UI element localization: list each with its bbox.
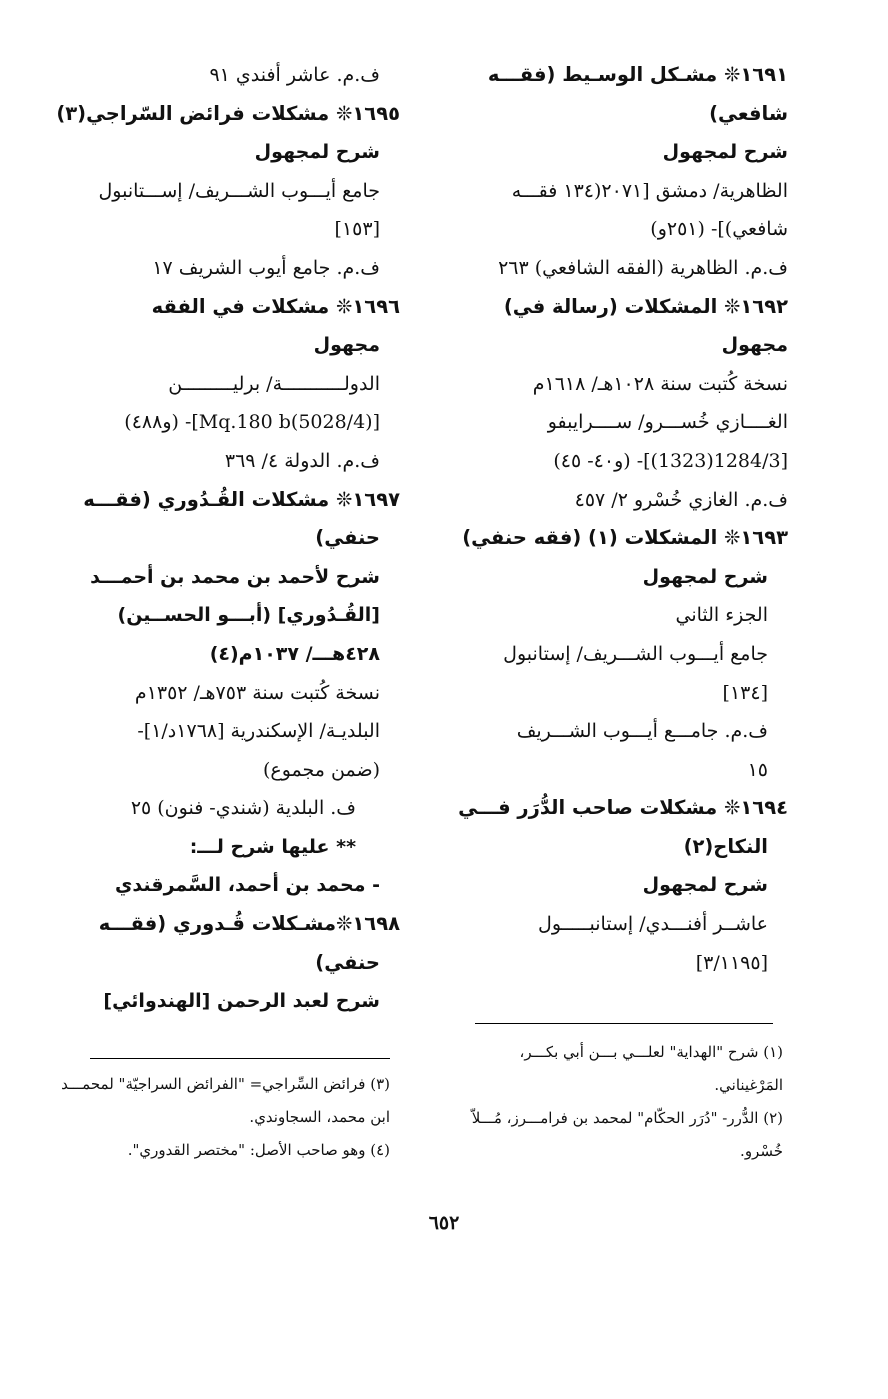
entry-line: ف.م. عاشر أفندي ٩١ <box>209 64 380 86</box>
right-column <box>446 56 788 982</box>
entry-line: الجزء الثاني <box>675 604 768 627</box>
entry-line: [القُـدُوري] (أبـــو الحســين) <box>117 604 380 627</box>
entry-line: (ضمن مجموع) <box>262 758 380 781</box>
entry-heading: ١٦٩٥❊ مشكلات فرائض السّراجي(٣) <box>56 101 400 125</box>
entry-line: شرح لمجهول <box>254 141 380 164</box>
entry-line: شرح لأحمد بن محمد بن أحمـــد <box>90 565 380 588</box>
entry-heading: ١٦٩١❊ مشـكل الوسـيط (فقـــه <box>487 63 788 86</box>
entry-line: الظاهرية/ دمشق [٢٠٧١(١٣٤ فقـــه <box>511 179 788 202</box>
entry-line: جامع أيـــوب الشـــريف/ إستانبول <box>503 642 768 665</box>
entry-line: ف.م. الظاهرية (الفقه الشافعي) ٢٦٣ <box>498 256 788 279</box>
entry-line: ف.م. جامـــع أيـــوب الشـــريف <box>516 720 768 743</box>
entry-line: شرح لعبد الرحمن [الهندوائي] <box>103 990 380 1013</box>
footnote-line: خُسْرو. <box>740 1142 783 1160</box>
footnote-line: (٢) الدُّرر- "دُرَر الحكّام" لمحمد بن فرامـــرز، مُـــلاّ <box>471 1109 783 1127</box>
entry-line: [١٥٣] <box>334 218 380 241</box>
entry-line: البلديـة/ الإسكندرية [١٧٦٨د/١]- <box>137 720 380 743</box>
entry-line: ١٥ <box>747 758 768 781</box>
footnote-line: ابن محمد، السجاوندي. <box>249 1108 390 1126</box>
entry-line: ف.م. الدولة ٤/ ٣٦٩ <box>224 449 380 472</box>
entry-heading: ١٦٩٦❊ مشكلات في الفقه <box>151 294 400 318</box>
entry-heading: ١٦٩٣❊ المشكلات (١) (فقه حنفي) <box>462 526 788 550</box>
footnotes-left <box>60 1068 390 1167</box>
entry-line: نسخة كُتبت سنة ٧٥٣هـ/ ١٣٥٢م <box>134 681 380 704</box>
footnote-line: المَرْغيناني. <box>714 1076 783 1094</box>
entry-heading: شافعي) <box>709 101 788 125</box>
entry-line: [٣/١١٩٥] <box>695 951 768 974</box>
entry-heading: النكاح(٢) <box>683 834 768 858</box>
left-column <box>56 56 400 1021</box>
footnote-line: (٣) فرائض السِّراجي= "الفرائض السراجيّة" لمحمـــد <box>61 1075 390 1093</box>
entry-heading: حنفي) <box>315 950 380 974</box>
entry-heading: ١٦٩٧❊ مشكلات القُـدُوري (فقـــه <box>83 487 400 511</box>
entry-line: [1284/3(1323)]- (و٤٠- ٤٥) <box>553 449 788 472</box>
entry-line: شافعي)]- (٢٥١و) <box>650 218 788 241</box>
entry-line: شرح لمجهول <box>662 141 788 164</box>
footnote-divider-right <box>475 1023 773 1024</box>
entry-line: ف.م. الغازي خُسْرو ٢/ ٤٥٧ <box>574 488 788 511</box>
entry-line: جامع أيـــوب الشـــريف/ إســـتانبول <box>98 179 380 202</box>
entry-line: ف.م. جامع أيوب الشريف ١٧ <box>152 256 380 279</box>
footnote-line: (٤) وهو صاحب الأصل: "مختصر القدوري". <box>127 1141 390 1159</box>
entry-line: الدولـــــــــــة/ برليـــــــــن <box>168 372 380 395</box>
entry-line: الغــــازي خُســـرو/ ســــرايبفو <box>547 411 788 434</box>
footnotes-right <box>443 1036 783 1168</box>
entry-line: عاشــر أفنـــدي/ إستانبـــــول <box>538 913 768 936</box>
entry-heading: حنفي) <box>315 526 380 550</box>
entry-line: شرح لمجهول <box>642 874 768 897</box>
footnote-divider-left <box>90 1058 390 1059</box>
entry-line: مجهول <box>313 334 380 357</box>
footnote-line: (١) شرح "الهداية" لعلـــي بـــن أبي بكـــر، <box>519 1043 783 1061</box>
entry-line: مجهول <box>721 334 788 357</box>
entry-line: ٤٢٨هـــ/ ١٠٣٧م(٤) <box>209 642 380 665</box>
page-number: ٦٥٢ <box>428 1212 460 1234</box>
entry-line: - محمد بن أحمد، السَّمرقندي <box>114 874 380 897</box>
entry-line: ف. البلدية (شندي- فنون) ٢٥ <box>130 797 356 820</box>
entry-line: [Mq.180 b(5028/4)]- (و٤٨٨) <box>124 411 380 434</box>
entry-heading: ١٦٩٨❊مشـكلات قُـدوري (فقـــه <box>98 912 400 936</box>
entry-line: ** عليها شرح لـــ: <box>189 835 356 858</box>
entry-heading: ١٦٩٢❊ المشكلات (رسالة في) <box>503 294 788 318</box>
entry-line: نسخة كُتبت سنة ١٠٢٨هـ/ ١٦١٨م <box>532 372 788 395</box>
entry-heading: ١٦٩٤❊ مشكلات صاحب الدُّرَر فـــي <box>458 796 788 820</box>
entry-line: شرح لمجهول <box>642 565 768 588</box>
entry-line: [١٣٤] <box>722 681 768 704</box>
